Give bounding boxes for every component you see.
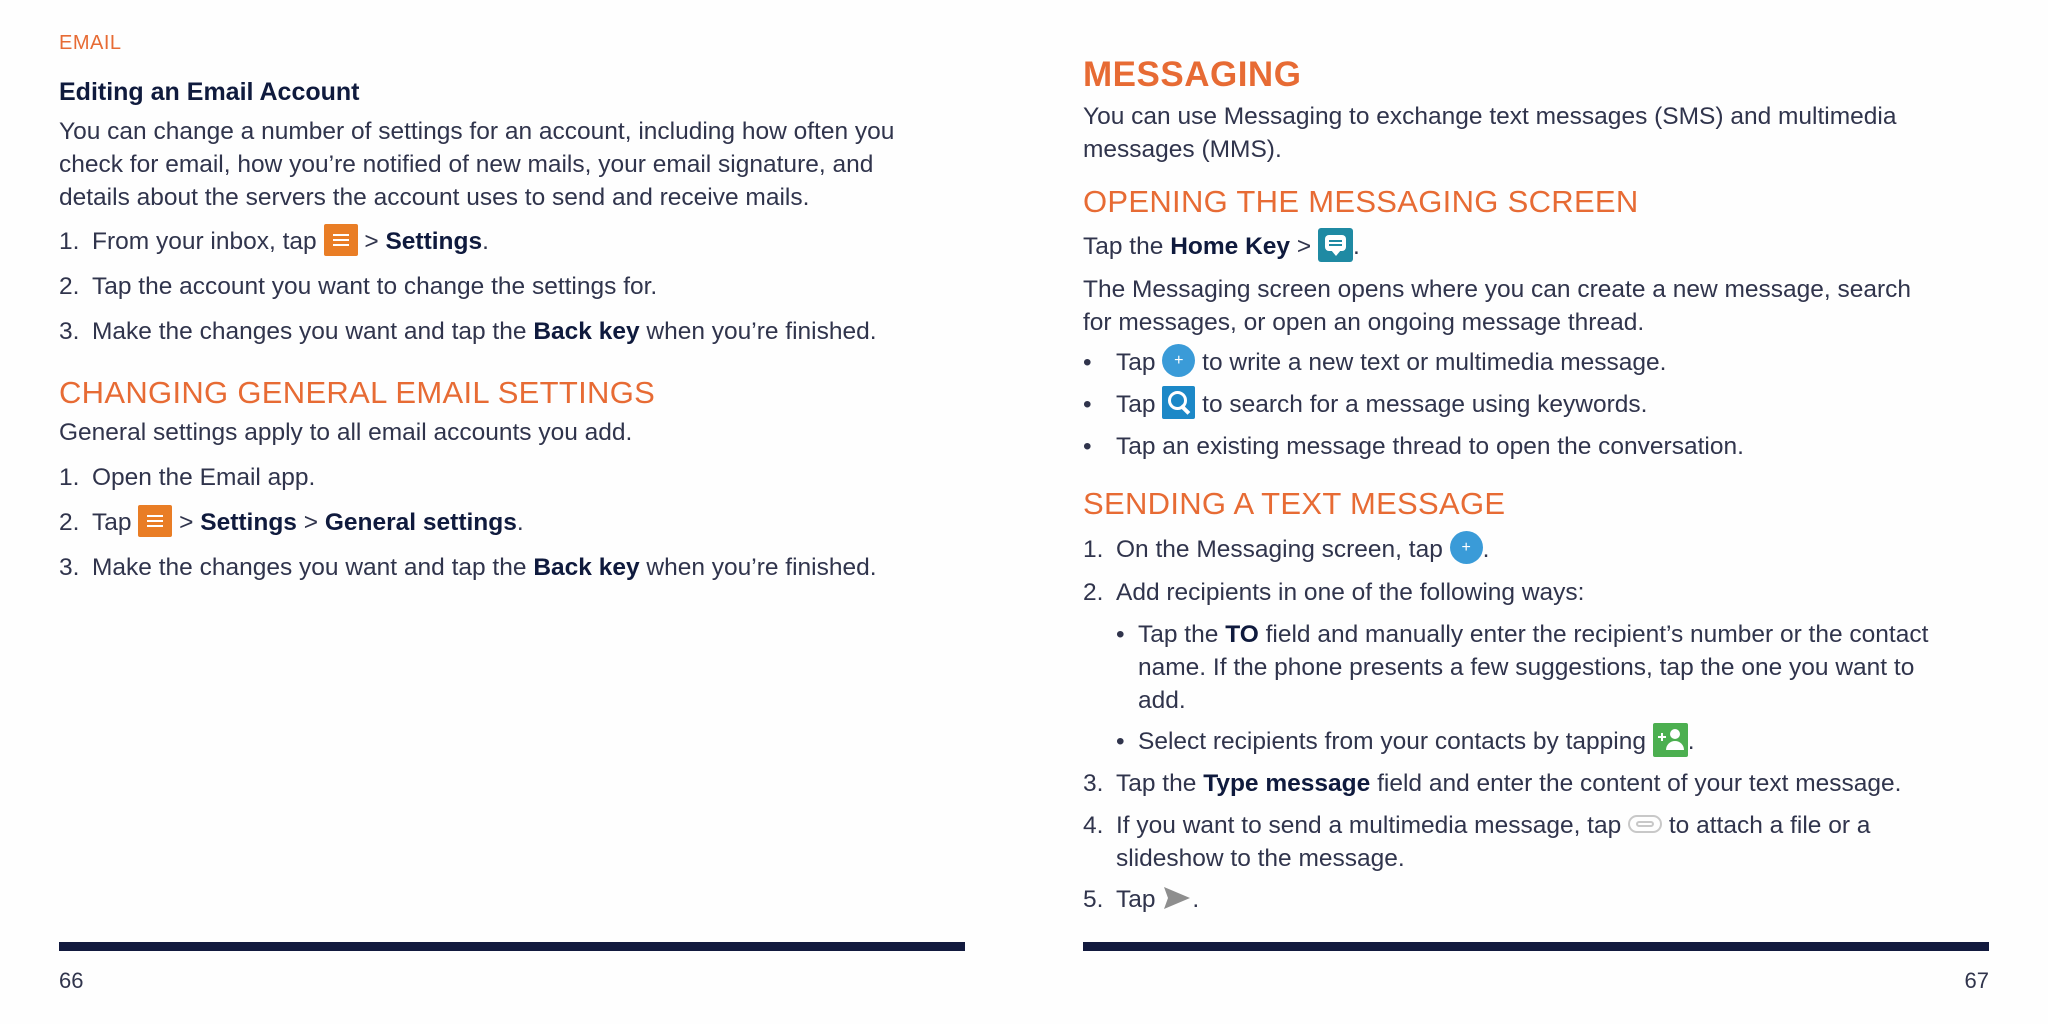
sending-heading: SENDING A TEXT MESSAGE [1083, 486, 1506, 521]
step-text: when you’re finished. [646, 554, 877, 581]
separator: > [303, 509, 319, 536]
text: slideshow to the message. [1116, 845, 1405, 872]
general-heading: CHANGING GENERAL EMAIL SETTINGS [59, 375, 656, 410]
left-page [59, 0, 965, 1024]
opening-tap-line [1083, 230, 1360, 265]
step-number: 3. [59, 318, 80, 345]
step-number: 4. [1083, 812, 1104, 839]
messaging-title: MESSAGING [1083, 55, 1302, 94]
text: name. If the phone presents a few suggestions, tap the one you want to [1138, 654, 1915, 681]
bullet: • [1083, 391, 1092, 418]
desc-line: The Messaging screen opens where you can create a new message, search [1083, 276, 1912, 303]
text: Tap the [1116, 770, 1197, 797]
menu-icon [138, 505, 172, 537]
bold-term: Settings [385, 228, 483, 255]
text: On the Messaging screen, tap [1116, 536, 1443, 563]
send-icon [1162, 885, 1192, 911]
general-step-2 [59, 506, 524, 540]
opening-heading: OPENING THE MESSAGING SCREEN [1083, 184, 1639, 219]
bold-term: Back key [533, 554, 640, 581]
separator: > [364, 228, 379, 255]
sending-step-5 [1083, 883, 1199, 916]
add-contact-icon [1653, 723, 1688, 757]
step-number: 1. [59, 228, 80, 255]
separator: > [179, 509, 194, 536]
recipient-option-2 [1116, 725, 1695, 760]
text: field and manually enter the recipient’s number or the contact [1265, 621, 1929, 648]
opening-desc [1083, 273, 1911, 339]
step-text: Tap [92, 509, 132, 536]
page-number: 66 [59, 968, 84, 993]
intro-line: You can change a number of settings for an account, including how often you [59, 118, 895, 145]
compose-plus-icon: + [1450, 531, 1483, 564]
step-text: when you’re finished. [646, 318, 877, 345]
intro-line: check for email, how you’re notified of new mails, your email signature, and [59, 151, 874, 178]
paperclip-icon [1628, 815, 1662, 833]
step-number: 3. [59, 554, 80, 581]
sending-step-3 [1083, 767, 1901, 800]
messaging-intro [1083, 100, 1896, 166]
text: Tap [1116, 886, 1156, 913]
punct: . [1687, 728, 1695, 755]
messaging-app-icon [1318, 228, 1353, 262]
step-number: 2. [59, 509, 80, 536]
opening-bullet-3 [1083, 430, 1744, 463]
text: If you want to send a multimedia message, tap [1116, 812, 1622, 839]
text: field and enter the content of your text message. [1377, 770, 1902, 797]
punct: . [1352, 233, 1360, 260]
editing-step-2 [59, 270, 657, 303]
sending-step-4 [1083, 809, 1870, 875]
bold-term: TO [1225, 621, 1259, 648]
intro-line: You can use Messaging to exchange text messages (SMS) and multimedia [1083, 103, 1897, 130]
bold-term: Settings [200, 509, 297, 536]
menu-icon [324, 224, 358, 256]
text: Tap [1116, 349, 1156, 376]
right-page [1083, 0, 1989, 1024]
step-text: Tap the account you want to change the settings for. [92, 273, 658, 300]
footer-rule [59, 942, 965, 951]
punct: . [516, 509, 524, 536]
step-number: 1. [1083, 536, 1104, 563]
bold-term: Type message [1203, 770, 1371, 797]
section-tag: EMAIL [59, 32, 122, 54]
intro-line: details about the servers the account uses to send and receive mails. [59, 184, 810, 211]
recipient-option-1 [1116, 618, 1928, 717]
bullet: • [1116, 621, 1125, 648]
text: Tap an existing message thread to open the conversation. [1116, 433, 1744, 460]
bold-term: Home Key [1170, 233, 1291, 260]
opening-bullet-1 [1083, 346, 1666, 380]
sending-step-2 [1083, 576, 1585, 609]
text: Tap the [1138, 621, 1219, 648]
punct: . [1192, 886, 1200, 913]
text: Add recipients in one of the following ways: [1116, 579, 1585, 606]
text: to attach a file or a [1668, 812, 1871, 839]
general-intro: General settings apply to all email accounts you add. [59, 419, 633, 446]
separator: > [1296, 233, 1312, 260]
bold-term: Back key [533, 318, 640, 345]
text: to search for a message using keywords. [1202, 391, 1648, 418]
bullet: • [1116, 728, 1125, 755]
opening-bullet-2 [1083, 388, 1647, 422]
general-step-3 [59, 551, 877, 584]
step-number: 3. [1083, 770, 1104, 797]
editing-step-3 [59, 315, 877, 348]
text: to write a new text or multimedia message. [1202, 349, 1667, 376]
step-number: 5. [1083, 886, 1104, 913]
page-number: 67 [1964, 968, 1989, 993]
compose-plus-icon: + [1162, 344, 1195, 377]
general-step-1 [59, 461, 315, 494]
text: add. [1138, 687, 1186, 714]
step-number: 2. [59, 273, 80, 300]
text: Select recipients from your contacts by tapping [1138, 728, 1646, 755]
bullet: • [1083, 349, 1092, 376]
text: Tap the [1083, 233, 1164, 260]
step-text: Make the changes you want and tap the [92, 318, 527, 345]
bold-term: General settings [324, 509, 517, 536]
step-text: Make the changes you want and tap the [92, 554, 527, 581]
desc-line: for messages, or open an ongoing message thread. [1083, 309, 1645, 336]
editing-intro [59, 115, 894, 214]
step-text: From your inbox, tap [92, 228, 317, 255]
intro-line: messages (MMS). [1083, 136, 1282, 163]
step-text: Open the Email app. [92, 464, 316, 491]
text: Tap [1116, 391, 1156, 418]
punct: . [482, 228, 489, 255]
step-number: 2. [1083, 579, 1104, 606]
bullet: • [1083, 433, 1092, 460]
step-number: 1. [59, 464, 80, 491]
sending-step-1 [1083, 533, 1489, 567]
search-icon [1162, 386, 1195, 419]
punct: . [1482, 536, 1490, 563]
editing-heading: Editing an Email Account [59, 78, 360, 106]
footer-rule [1083, 942, 1989, 951]
editing-step-1 [59, 225, 489, 259]
